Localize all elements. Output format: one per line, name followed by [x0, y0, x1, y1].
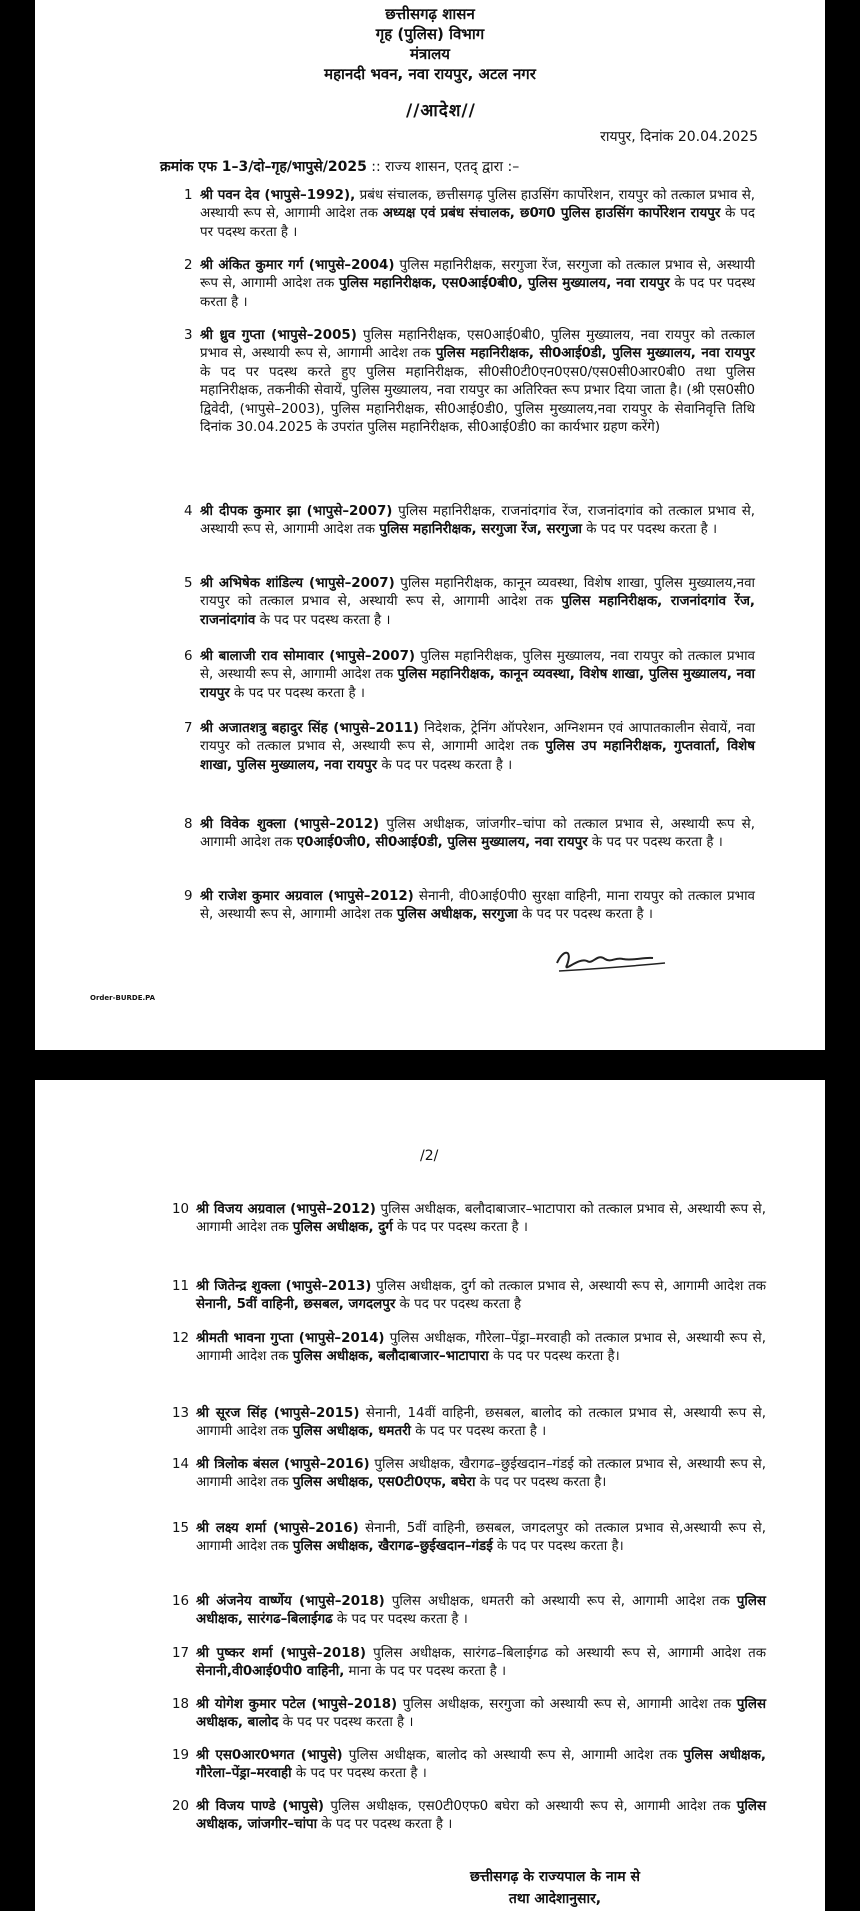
officer-name: श्री बालाजी राव सोमावार (भापुसे–2007) [200, 649, 416, 664]
order-item [172, 1278, 766, 1315]
posting: पुलिस अधीक्षक, बालोद [196, 1697, 767, 1731]
item-number: 18 [172, 1697, 190, 1712]
officer-name: श्री विवेक शुक्ला (भापुसे–2012) [200, 817, 380, 832]
item-number: 12 [172, 1331, 190, 1346]
item-number: 16 [172, 1594, 190, 1609]
item-number: 13 [172, 1406, 190, 1421]
closing-block [470, 1866, 640, 1910]
item-text: सेनानी, वी0आई0पी0 सुरक्षा वाहिनी, माना रायपुर को तत्काल प्रभाव से, अस्थायी रूप से, आगामी आदेश तक [200, 889, 755, 923]
closing-line-2: तथा आदेशानुसार, [508, 1891, 602, 1907]
posting: पुलिस अधीक्षक, धमतरी [292, 1424, 412, 1440]
item-text: पुलिस महानिरीक्षक, पुलिस मुख्यालय, नवा रायपुर को तत्काल प्रभाव से, अस्थायी रूप से, आगामी आदेश तक [200, 649, 755, 683]
item-text: प्रबंध संचालक, छत्तीसगढ़ पुलिस हाउसिंग कार्पोरेशन, रायपुर को तत्काल प्रभाव से, अस्थायी रूप से, आगामी आदेश तक [200, 188, 755, 222]
posting: पुलिस अधीक्षक, सारंगढ–बिलाईगढ [196, 1594, 766, 1628]
reference-line [160, 157, 519, 176]
officer-name: श्री राजेश कुमार अग्रवाल (भापुसे–2012) [200, 889, 414, 904]
item-text: सेनानी, 5वीं वाहिनी, छसबल, जगदलपुर को तत्काल प्रभाव से,अस्थायी रूप से, आगामी आदेश तक [196, 1521, 766, 1555]
item-number: 5 [184, 576, 193, 591]
order-item [172, 1201, 766, 1238]
letterhead [35, 4, 825, 84]
posting: पुलिस उप महानिरीक्षक, गुप्तवार्ता, विशेष शाखा, पुलिस मुख्यालय, नवा रायपुर [200, 739, 756, 773]
item-tail: के पद पर पदस्थ करता है । [200, 206, 756, 240]
order-item [184, 503, 755, 540]
order-date: रायपुर, दिनांक 20.04.2025 [600, 129, 758, 145]
item-text: पुलिस अधीक्षक, एस0टी0एफ0 बघेरा को अस्थायी रूप से, आगामी आदेश तक [324, 1799, 737, 1814]
officer-name: श्री अभिषेक शांडिल्य (भापुसे–2007) [200, 576, 395, 591]
item-number: 11 [172, 1279, 190, 1294]
item-tail: के पद पर पदस्थ करता है । [587, 835, 723, 851]
posting: सेनानी, 5वीं वाहिनी, छसबल, जगदलपुर [196, 1297, 396, 1313]
officer-name: श्री सूरज सिंह (भापुसे–2015) [196, 1406, 360, 1421]
posting: पुलिस महानिरीक्षक, सरगुजा रेंज, सरगुजा [379, 522, 582, 538]
item-text: पुलिस अधीक्षक, दुर्ग को तत्काल प्रभाव से, अस्थायी रूप से, आगामी आदेश तक [371, 1279, 766, 1294]
officer-name: श्री जितेन्द्र शुक्ला (भापुसे–2013) [196, 1279, 372, 1294]
item-tail: के पद पर पदस्थ करता है । [278, 1715, 414, 1731]
item-tail: के पद पर पदस्थ करता है । [411, 1424, 547, 1440]
item-tail: के पद पर पदस्थ करता है [395, 1297, 522, 1313]
item-number: 4 [184, 504, 193, 519]
officer-name: श्री ध्रुव गुप्ता (भापुसे–2005) [200, 328, 357, 343]
item-tail: के पद पर पदस्थ करता है। [488, 1349, 620, 1365]
posting: पुलिस महानिरीक्षक, एस0आई0बी0, पुलिस मुख्यालय, नवा रायपुर [339, 276, 670, 292]
page-number: /2/ [420, 1148, 439, 1164]
officer-name: श्री लक्ष्य शर्मा (भापुसे–2016) [196, 1521, 359, 1536]
order-item [184, 257, 755, 312]
item-number: 19 [172, 1748, 190, 1763]
order-item [184, 720, 756, 775]
item-number: 8 [184, 817, 193, 832]
item-text: पुलिस महानिरीक्षक, एस0आई0बी0, पुलिस मुख्यालय, नवा रायपुर को तत्काल प्रभाव से, अस्थायी रूप से, आगामी आदेश तक [200, 328, 755, 362]
order-item [184, 575, 756, 630]
item-text: पुलिस अधीक्षक, गौरेला–पेंड्रा–मरवाही को तत्काल प्रभाव से, अस्थायी रूप से, आगामी आदेश तक [196, 1331, 766, 1365]
order-item [184, 648, 756, 703]
item-number: 15 [172, 1521, 190, 1536]
officer-name: श्री पुष्कर शर्मा (भापुसे–2018) [196, 1646, 366, 1661]
item-tail: के पद पर पदस्थ करता है । [332, 1612, 468, 1628]
item-text: पुलिस अधीक्षक, सारंगढ–बिलाईगढ को अस्थायी रूप से, आगामी आदेश तक [365, 1646, 766, 1661]
officer-name: श्री दीपक कुमार झा (भापुसे–2007) [200, 504, 393, 519]
header-address: महानदी भवन, नवा रायपुर, अटल नगर [324, 65, 536, 83]
item-tail: के पद पर पदस्थ करता है । [392, 1220, 528, 1236]
item-tail: के पद पर पदस्थ करता है । [377, 757, 513, 773]
item-number: 9 [184, 889, 193, 904]
posting: पुलिस अधीक्षक, दुर्ग [292, 1220, 393, 1236]
item-number: 17 [172, 1646, 190, 1661]
item-tail: के पद पर पदस्थ करता है। [492, 1539, 624, 1555]
order-title: //आदेश// [406, 101, 476, 121]
item-tail: के पद पर पदस्थ करता है । [255, 612, 391, 628]
order-item [172, 1330, 766, 1367]
officer-name: श्री पवन देव (भापुसे–1992), [200, 188, 356, 203]
closing-line-1: छत्तीसगढ़ के राज्यपाल के नाम से [470, 1869, 640, 1885]
item-tail: के पद पर पदस्थ करता है । [517, 907, 653, 923]
item-number: 20 [172, 1799, 190, 1814]
officer-name: श्री अंकित कुमार गर्ग (भापुसे–2004) [200, 258, 395, 273]
order-item [172, 1520, 766, 1557]
order-item [172, 1456, 766, 1493]
signature-icon [553, 945, 673, 977]
item-text: पुलिस महानिरीक्षक, कानून व्यवस्था, विशेष शाखा, पुलिस मुख्यालय,नवा रायपुर को तत्काल प्रभाव से, अस्थायी रूप से, आगामी आदेश तक [200, 576, 756, 610]
header-ministry: मंत्रालय [409, 45, 450, 63]
item-text: पुलिस अधीक्षक, बालोद को अस्थायी रूप से, आगामी आदेश तक [342, 1748, 684, 1763]
item-number: 6 [184, 649, 193, 664]
order-item [184, 888, 755, 925]
item-tail: के पद पर पदस्थ करता है। [475, 1475, 607, 1491]
item-tail: के पद पर पदस्थ करता है । [291, 1766, 427, 1782]
footer-code: Order-BURDE.PA [90, 994, 156, 1002]
item-text: पुलिस महानिरीक्षक, राजनांदगांव रेंज, राजनांदगांव को तत्काल प्रभाव से, अस्थायी रूप से, आगामी आदेश तक [200, 504, 755, 538]
item-tail: के पद पर पदस्थ करता है । [200, 276, 755, 310]
item-text: निदेशक, ट्रेनिंग ऑपरेशन, अग्निशमन एवं आपातकालीन सेवायें, नवा रायपुर को तत्काल प्रभाव से, अस्थायी रूप से, आगामी आदेश तक [200, 721, 756, 755]
posting: पुलिस अधीक्षक, जांजगीर–चांपा [196, 1799, 767, 1833]
item-text: पुलिस अधीक्षक, सरगुजा को अस्थायी रूप से, आगामी आदेश तक [397, 1697, 737, 1712]
item-tail: के पद पर पदस्थ करता है । [229, 685, 365, 701]
header-department: गृह (पुलिस) विभाग [375, 25, 485, 43]
item-tail: के पद पर पदस्थ करता है । [581, 522, 718, 538]
officer-name: श्री योगेश कुमार पटेल (भापुसे–2018) [196, 1697, 398, 1712]
officer-name: श्री त्रिलोक बंसल (भापुसे–2016) [196, 1457, 370, 1472]
item-text: पुलिस महानिरीक्षक, सरगुजा रेंज, सरगुजा को तत्काल प्रभाव से, अस्थायी रूप से, आगामी आदेश तक [200, 258, 755, 292]
item-tail: माना के पद पर पदस्थ करता है । [344, 1664, 507, 1680]
item-number: 7 [184, 721, 193, 736]
posting: पुलिस अधीक्षक, खैरागढ–छुईखदान–गंडई [292, 1539, 493, 1555]
order-item [172, 1798, 767, 1835]
item-tail: के पद पर पदस्थ करते हुए पुलिस महानिरीक्षक, सी0सी0टी0एन0एस0/एस0सी0आर0बी0 तथा पुलिस महानिरीक्षक, तकनीकी सेवायें, पुलिस मुख्यालय, नवा रायपुर का अतिरिक्त रूप प्रभार दिया जाता है। (श्री एस0सी0 द्विवेदी, (भापुसे–2003), पुलिस महानिरीक्षक, सी0आई0डी0, पुलिस मुख्यालय,नवा रायपुर के सेवानिवृत्ति तिथि दिनांक 30.04.2025 के उपरांत पुलिस महानिरीक्षक, सी0आई0डी0 का कार्यभार ग्रहण करेंगे) [200, 364, 755, 436]
posting: अध्यक्ष एवं प्रबंध संचालक, छ0ग0 पुलिस हाउसिंग कार्पोरेशन रायपुर [382, 206, 721, 222]
order-item [184, 816, 755, 853]
order-item [172, 1747, 767, 1784]
posting: पुलिस अधीक्षक, बलौदाबाजार–भाटापारा [292, 1349, 489, 1365]
posting: ए0आई0जी0, सी0आई0डी, पुलिस मुख्यालय, नवा रायपुर [296, 835, 588, 851]
posting: पुलिस अधीक्षक, गौरेला–पेंड्रा–मरवाही [196, 1748, 767, 1782]
officer-name: श्री अजातशत्रु बहादुर सिंह (भापुसे–2011) [200, 721, 419, 736]
officer-name: श्री विजय अग्रवाल (भापुसे–2012) [196, 1202, 376, 1217]
item-text: पुलिस अधीक्षक, बलौदाबाजार–भाटापारा को तत्काल प्रभाव से, अस्थायी रूप से, आगामी आदेश तक [196, 1202, 766, 1236]
order-item [172, 1696, 767, 1733]
order-item [184, 187, 756, 242]
officer-name: श्री एस0आर0भगत (भापुसे) [196, 1748, 343, 1763]
order-item [172, 1405, 766, 1442]
item-number: 2 [184, 258, 193, 273]
posting: पुलिस अधीक्षक, एस0टी0एफ, बघेरा [292, 1475, 476, 1491]
item-number: 3 [184, 328, 193, 343]
posting: सेनानी,वी0आई0पी0 वाहिनी, [196, 1664, 345, 1680]
posting: पुलिस महानिरीक्षक, राजनांदगांव रेंज, राजनांदगांव [200, 594, 756, 628]
item-text: पुलिस अधीक्षक, धमतरी को अस्थायी रूप से, आगामी आदेश तक [384, 1594, 737, 1609]
posting: पुलिस महानिरीक्षक, कानून व्यवस्था, विशेष शाखा, पुलिस मुख्यालय, नवा रायपुर [200, 667, 756, 701]
item-text: पुलिस अधीक्षक, खैरागढ–छुईखदान–गंडई को तत्काल प्रभाव से, अस्थायी रूप से, आगामी आदेश तक [196, 1457, 766, 1491]
item-number: 10 [172, 1202, 190, 1217]
posting: पुलिस अधीक्षक, सरगुजा [396, 907, 518, 923]
order-item [184, 327, 755, 437]
officer-name: श्रीमती भावना गुप्ता (भापुसे–2014) [196, 1331, 385, 1346]
item-number: 14 [172, 1457, 190, 1472]
item-text: सेनानी, 14वीं वाहिनी, छसबल, बालोद को तत्काल प्रभाव से, अस्थायी रूप से, आगामी आदेश तक [196, 1406, 766, 1440]
officer-name: श्री विजय पाण्डे (भापुसे) [196, 1799, 325, 1814]
header-state: छत्तीसगढ़ शासन [385, 5, 475, 23]
item-tail: के पद पर पदस्थ करता है । [317, 1817, 453, 1833]
posting: पुलिस महानिरीक्षक, सी0आई0डी, पुलिस मुख्यालय, नवा रायपुर [435, 346, 755, 362]
reference-suffix: :: राज्य शासन, एतद् द्वारा :– [366, 159, 520, 175]
item-number: 1 [184, 188, 193, 203]
order-item [172, 1593, 766, 1630]
order-item [172, 1645, 766, 1682]
officer-name: श्री अंजनेय वार्ष्णेय (भापुसे–2018) [196, 1594, 385, 1609]
item-text: पुलिस अधीक्षक, जांजगीर–चांपा को तत्काल प्रभाव से, अस्थायी रूप से, आगामी आदेश तक [200, 817, 755, 851]
reference-number: क्रमांक एफ 1–3/दो–गृह/भापुसे/2025 [160, 159, 367, 175]
